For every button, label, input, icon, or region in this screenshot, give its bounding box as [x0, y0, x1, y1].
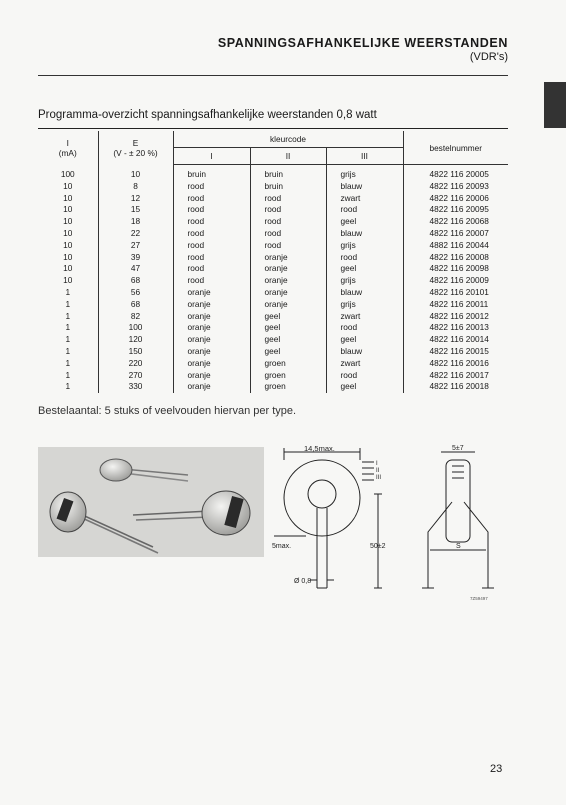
band-3-cell: grijs: [326, 275, 403, 287]
voltage-cell: 120: [98, 334, 173, 346]
band-2-cell: rood: [250, 228, 326, 240]
header-band-2: II: [250, 148, 326, 165]
band-1-cell: rood: [173, 263, 250, 275]
table-row: [38, 252, 508, 264]
order-number-cell: 4882 116 20044: [429, 239, 489, 250]
band-2-cell: geel: [250, 346, 326, 358]
band-1-cell: rood: [173, 240, 250, 252]
table-row: [38, 370, 508, 382]
section-heading: Programma-overzicht spanningsafhankelijke weerstanden 0,8 watt: [38, 109, 377, 121]
band-1-cell: rood: [173, 204, 250, 216]
voltage-cell: 22: [98, 228, 173, 240]
order-number-cell: 4822 116 20093: [429, 180, 489, 191]
table-row: [38, 204, 508, 216]
table-row: [38, 299, 508, 311]
band-2-cell: bruin: [250, 181, 326, 193]
band-1-cell: oranje: [173, 358, 250, 370]
band-2-cell: rood: [250, 216, 326, 228]
table-row: [38, 275, 508, 287]
order-number-cell: 4822 116 20098: [429, 263, 489, 274]
table-row: [38, 381, 508, 393]
table-row: [38, 358, 508, 370]
order-number-cell: 4822 116 20009: [429, 275, 489, 286]
current-cell: 10: [38, 228, 98, 240]
current-cell: 100: [38, 165, 98, 181]
dim-wire-label: Ø 0,8: [294, 578, 312, 585]
header-rule: [38, 75, 508, 76]
band-1-label: I: [376, 461, 378, 467]
band-2-cell: rood: [250, 240, 326, 252]
band-3-label: III: [376, 475, 382, 481]
current-cell: 1: [38, 381, 98, 393]
table-row: [38, 346, 508, 358]
current-cell: 1: [38, 346, 98, 358]
band-2-cell: oranje: [250, 299, 326, 311]
table-row: [38, 216, 508, 228]
page-number: 23: [490, 763, 503, 775]
order-number-cell: 4822 116 20011: [429, 298, 489, 309]
band-2-cell: groen: [250, 381, 326, 393]
voltage-cell: 220: [98, 358, 173, 370]
band-2-cell: rood: [250, 204, 326, 216]
order-number-cell: 4822 116 20007: [429, 227, 489, 238]
voltage-cell: 82: [98, 311, 173, 323]
order-number-cell: 4822 116 20014: [429, 334, 489, 345]
band-3-cell: geel: [326, 216, 403, 228]
header-current: [38, 131, 98, 165]
band-3-cell: rood: [326, 370, 403, 382]
band-3-cell: blauw: [326, 287, 403, 299]
header-band-1: I: [173, 148, 250, 165]
voltage-cell: 68: [98, 299, 173, 311]
voltage-cell: 10: [98, 165, 173, 181]
band-1-cell: oranje: [173, 322, 250, 334]
vdr-dimension-drawing: [266, 440, 506, 615]
band-2-cell: oranje: [250, 275, 326, 287]
order-number-cell: 4822 116 20006: [429, 192, 489, 203]
current-cell: 1: [38, 370, 98, 382]
band-3-cell: geel: [326, 263, 403, 275]
header-kleurcode: kleurcode: [173, 131, 403, 148]
current-cell: 10: [38, 204, 98, 216]
band-1-cell: rood: [173, 252, 250, 264]
header-voltage-label: E: [132, 137, 139, 148]
band-1-cell: oranje: [173, 381, 250, 393]
band-2-cell: geel: [250, 334, 326, 346]
order-number-cell: 4822 116 20017: [429, 369, 489, 380]
voltage-cell: 27: [98, 240, 173, 252]
dim-lead-top-label: 5max.: [272, 543, 292, 550]
band-1-cell: oranje: [173, 334, 250, 346]
voltage-cell: 15: [98, 204, 173, 216]
dim-lead-length-label: 50±2: [370, 543, 386, 550]
band-3-cell: blauw: [326, 228, 403, 240]
document-title: SPANNINGSAFHANKELIJKE WEERSTANDEN: [217, 36, 508, 50]
current-cell: 1: [38, 334, 98, 346]
current-cell: 10: [38, 252, 98, 264]
band-1-cell: oranje: [173, 346, 250, 358]
band-1-cell: oranje: [173, 287, 250, 299]
order-number-cell: 4822 116 20012: [429, 310, 489, 321]
header-voltage: [98, 131, 173, 165]
current-cell: 10: [38, 216, 98, 228]
band-3-cell: grijs: [326, 165, 403, 181]
table-row: [38, 334, 508, 346]
band-1-cell: rood: [173, 193, 250, 205]
band-2-label: II: [376, 468, 380, 474]
order-note: Bestelaantal: 5 stuks of veelvouden hiervan per type.: [38, 405, 297, 417]
header-current-label: I: [66, 137, 69, 148]
table-row: [38, 287, 508, 299]
table-row: [38, 165, 508, 181]
dim-spacing-label: S: [456, 543, 461, 550]
current-cell: 10: [38, 181, 98, 193]
order-number-cell: 4822 116 20013: [429, 322, 489, 333]
table-row: [38, 311, 508, 323]
band-3-cell: grijs: [326, 299, 403, 311]
vdr-photo-image: [38, 447, 264, 557]
voltage-cell: 330: [98, 381, 173, 393]
table-row: [38, 228, 508, 240]
band-1-cell: rood: [173, 275, 250, 287]
band-3-cell: grijs: [326, 240, 403, 252]
current-cell: 10: [38, 275, 98, 287]
current-cell: 10: [38, 263, 98, 275]
band-2-cell: geel: [250, 311, 326, 323]
band-2-cell: geel: [250, 322, 326, 334]
voltage-cell: 56: [98, 287, 173, 299]
table-row: [38, 240, 508, 252]
current-cell: 1: [38, 311, 98, 323]
voltage-cell: 39: [98, 252, 173, 264]
band-1-cell: rood: [173, 228, 250, 240]
table-row: [38, 263, 508, 275]
band-2-cell: bruin: [250, 165, 326, 181]
current-cell: 1: [38, 287, 98, 299]
band-2-cell: groen: [250, 370, 326, 382]
band-3-cell: geel: [326, 334, 403, 346]
voltage-cell: 270: [98, 370, 173, 382]
current-cell: 10: [38, 193, 98, 205]
dim-width-label: 14,5max.: [304, 444, 335, 453]
header-band-3: III: [326, 148, 403, 165]
band-2-cell: groen: [250, 358, 326, 370]
table-body: [38, 165, 508, 394]
band-2-cell: oranje: [250, 287, 326, 299]
band-3-cell: geel: [326, 381, 403, 393]
band-1-cell: rood: [173, 216, 250, 228]
order-number-cell: 4822 116 20015: [429, 345, 489, 356]
band-1-cell: oranje: [173, 370, 250, 382]
order-number-cell: 4822 116 20005: [429, 169, 489, 179]
order-number-cell: 4822 116 20068: [429, 216, 489, 227]
current-cell: 1: [38, 299, 98, 311]
header-current-unit: (mA): [58, 147, 77, 158]
order-number-cell: 4822 116 20018: [429, 381, 489, 392]
order-number-cell: 4822 116 20016: [429, 357, 489, 368]
disc-inner-circle: [308, 480, 336, 508]
band-3-cell: blauw: [326, 181, 403, 193]
order-number-cell: 4822 116 20095: [429, 204, 489, 215]
band-1-cell: oranje: [173, 299, 250, 311]
table-top-rule: [38, 128, 508, 129]
order-number-cell: 4822 116 20008: [429, 251, 489, 262]
disc-outline: [284, 460, 360, 536]
vdr-photo: [38, 447, 264, 557]
voltage-cell: 12: [98, 193, 173, 205]
band-2-cell: rood: [250, 193, 326, 205]
header-voltage-unit: (V - ± 20 %): [113, 147, 158, 158]
document-subtitle: (VDR's): [469, 51, 508, 63]
voltage-cell: 47: [98, 263, 173, 275]
dim-spacing-top-label: 5±7: [452, 445, 464, 452]
order-number-cell: 4822 116 20101: [429, 286, 489, 297]
vdr-program-table: [38, 131, 508, 393]
band-1-cell: bruin: [173, 165, 250, 181]
band-3-cell: blauw: [326, 346, 403, 358]
band-3-cell: zwart: [326, 193, 403, 205]
band-3-cell: zwart: [326, 311, 403, 323]
voltage-cell: 68: [98, 275, 173, 287]
section-tab-marker: [544, 82, 566, 128]
band-3-cell: rood: [326, 252, 403, 264]
voltage-cell: 18: [98, 216, 173, 228]
table-row: [38, 322, 508, 334]
current-cell: 10: [38, 240, 98, 252]
current-cell: 1: [38, 358, 98, 370]
band-2-cell: oranje: [250, 263, 326, 275]
band-3-cell: zwart: [326, 358, 403, 370]
voltage-cell: 100: [98, 322, 173, 334]
voltage-cell: 150: [98, 346, 173, 358]
band-1-cell: rood: [173, 181, 250, 193]
header-bestelnummer: bestelnummer: [403, 131, 508, 165]
band-2-cell: oranje: [250, 252, 326, 264]
band-1-cell: oranje: [173, 311, 250, 323]
drawing-code: 7Z59497: [470, 596, 488, 601]
table-row: [38, 193, 508, 205]
band-3-cell: rood: [326, 204, 403, 216]
current-cell: 1: [38, 322, 98, 334]
voltage-cell: 8: [98, 181, 173, 193]
table-row: [38, 181, 508, 193]
band-3-cell: rood: [326, 322, 403, 334]
